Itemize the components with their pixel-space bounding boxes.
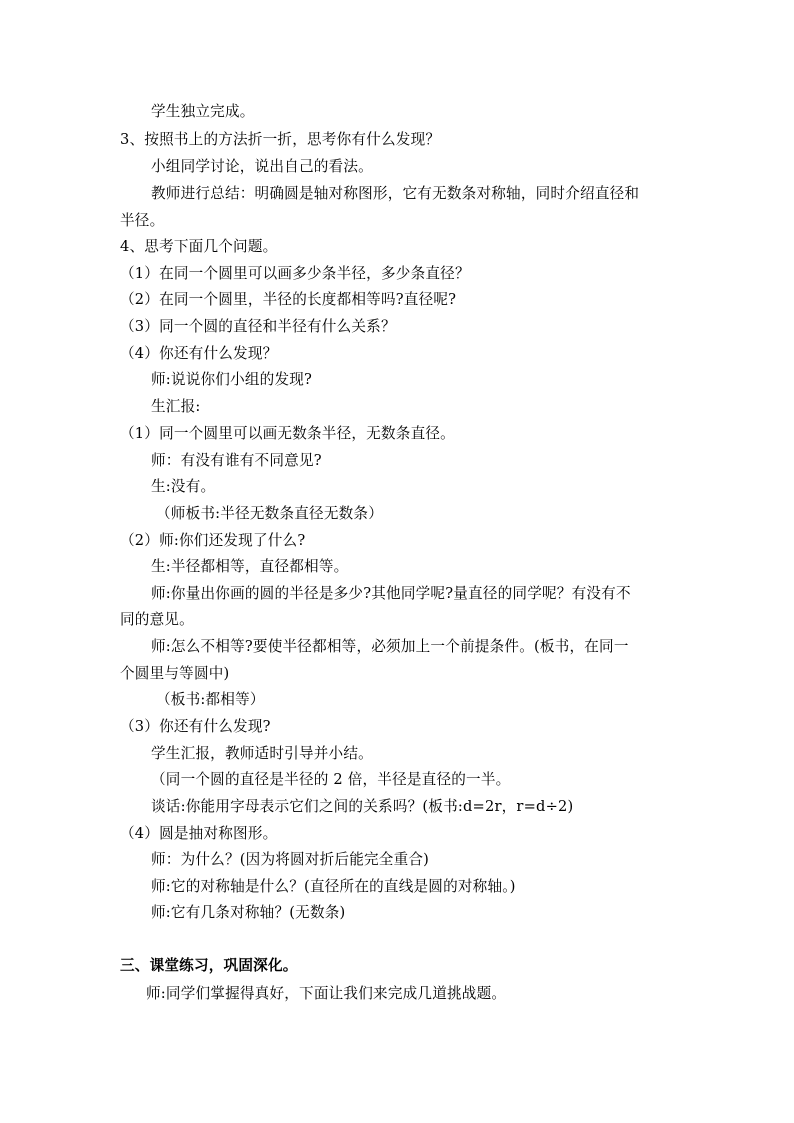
text-line: 生汇报: [151, 398, 201, 415]
question-line: （4）你还有什么发现？ [120, 345, 278, 362]
text-line: 师:同学们掌握得真好，下面让我们来完成几道挑战题。 [146, 985, 507, 1002]
question-line: （2）在同一个圆里，半径的长度都相等吗?直径呢? [120, 291, 457, 308]
text-line: 学生独立完成。 [151, 103, 255, 120]
section-heading: 三、课堂练习，巩固深化。 [120, 957, 298, 974]
text-line: 谈话:你能用字母表示它们之间的关系吗？(板书:d=2r，r=d÷2) [151, 798, 574, 815]
text-line: 师:它有几条对称轴？(无数条) [151, 904, 346, 921]
text-line: （板书:都相等） [156, 691, 265, 708]
text-line: （师板书:半径无数条直径无数条） [156, 505, 384, 522]
text-line: 师:说说你们小组的发现? [151, 371, 313, 388]
text-line: 师:你量出你画的圆的半径是多少?其他同学呢?量直径的同学呢？有没有不 [151, 585, 631, 602]
question-line: （1）在同一个圆里可以画多少条半径，多少条直径？ [120, 265, 470, 282]
step-heading: 3、按照书上的方法折一折，思考你有什么发现？ [120, 131, 441, 148]
text-line: （1）同一个圆里可以画无数条半径，无数条直径。 [120, 425, 455, 442]
text-line: 小组同学讨论，说出自己的看法。 [151, 158, 373, 175]
text-line: （3）你还有什么发现? [120, 718, 271, 735]
question-line: （3）同一个圆的直径和半径有什么关系？ [120, 318, 396, 335]
text-line: 生:半径都相等，直径都相等。 [151, 558, 349, 575]
text-line: （2）师:你们还发现了什么? [120, 532, 306, 549]
text-line: 学生汇报，教师适时引导并小结。 [151, 745, 373, 762]
text-line: （4）圆是抽对称图形。 [120, 825, 278, 842]
text-line: 个圆里与等圆中) [120, 665, 230, 682]
text-line: 师:怎么不相等?要使半径都相等，必须加上一个前提条件。(板书，在同一 [151, 638, 629, 655]
step-heading: 4、思考下面几个问题。 [120, 238, 278, 255]
text-line: 同的意见。 [120, 611, 194, 628]
text-line: 生:没有。 [151, 478, 216, 495]
text-line: （同一个圆的直径是半径的 2 倍，半径是直径的一半。 [151, 771, 511, 788]
text-line: 师：为什么？(因为将圆对折后能完全重合) [151, 851, 430, 868]
text-line: 半径。 [120, 212, 165, 229]
text-line: 师：有没有谁有不同意见? [151, 452, 322, 469]
text-line: 师:它的对称轴是什么？(直径所在的直线是圆的对称轴。) [151, 878, 516, 895]
text-line: 教师进行总结：明确圆是轴对称图形，它有无数条对称轴，同时介绍直径和 [151, 185, 640, 202]
